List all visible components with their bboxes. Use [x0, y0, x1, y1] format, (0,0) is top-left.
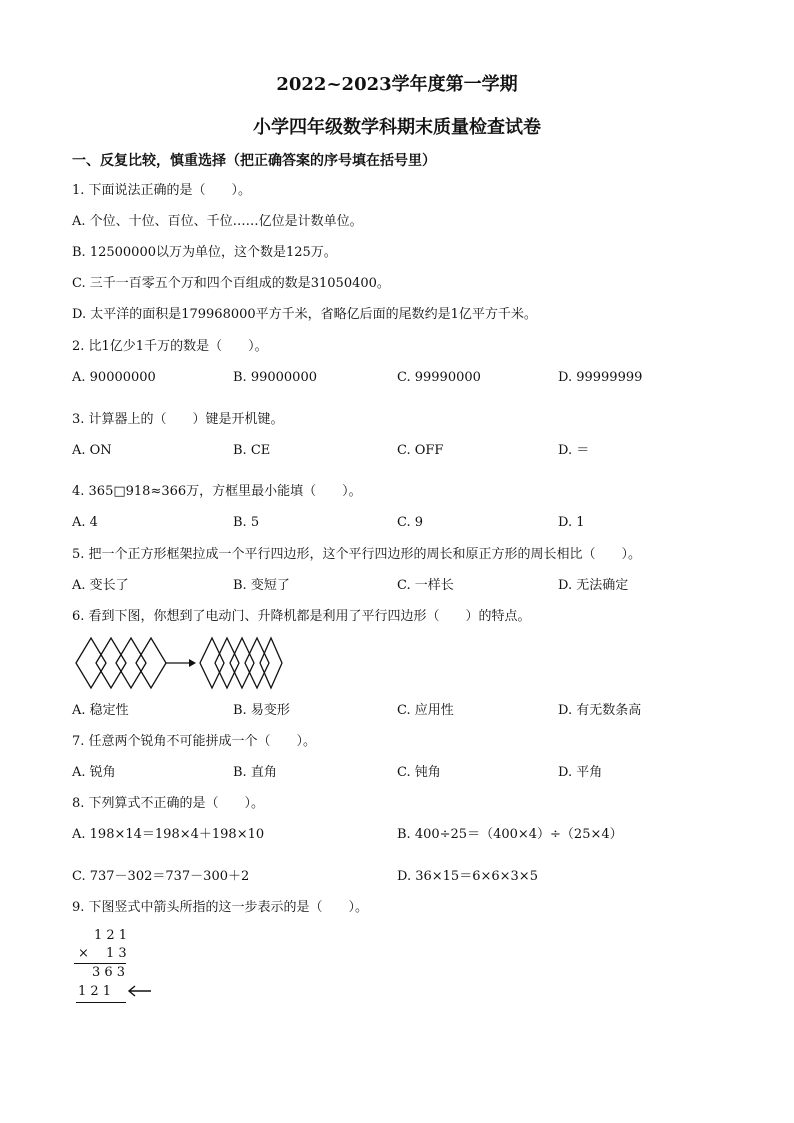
q8-option-a: A. 198×14＝198×4＋198×10: [72, 827, 265, 842]
q5-option-a: A. 变长了: [72, 578, 129, 593]
multiplier: 1 3: [106, 946, 127, 961]
q8-option-d: D. 36×15＝6×6×3×5: [397, 869, 538, 884]
partial-product-1: 3 6 3: [92, 965, 126, 980]
q5-stem: 5. 把一个正方形框架拉成一个平行四边形，这个平行四边形的周长和原正方形的周长相比（ ）。: [72, 547, 642, 562]
q7-option-b: B. 直角: [233, 765, 277, 780]
q7-option-a: A. 锐角: [72, 765, 116, 780]
q1-stem: 1. 下面说法正确的是（ ）。: [72, 183, 252, 198]
q2-option-b: B. 99000000: [233, 370, 317, 385]
q2-option-a: A. 90000000: [72, 370, 156, 385]
q9-stem: 9. 下图竖式中箭头所指的这一步表示的是（ ）。: [72, 900, 369, 915]
q4-option-a: A. 4: [72, 515, 98, 530]
rhombus-chain-right: [200, 638, 282, 688]
q1-option-b: B. 12500000以万为单位，这个数是125万。: [72, 245, 337, 260]
parallelogram-diagram: [72, 634, 288, 692]
arrow-icon: [166, 659, 196, 667]
q1-option-a: A. 个位、十位、百位、千位……亿位是计数单位。: [72, 214, 363, 229]
q4-option-c: C. 9: [397, 515, 424, 530]
partial-product-2: 1 2 1: [78, 984, 112, 999]
q6-option-d: D. 有无数条高: [558, 703, 642, 718]
q3-option-a: A. ON: [72, 443, 112, 458]
q3-option-d: D. ＝: [558, 443, 590, 458]
q1-option-d: D. 太平洋的面积是179968000平方千米，省略亿后面的尾数约是1亿平方千米。: [72, 307, 537, 322]
q5-option-d: D. 无法确定: [558, 578, 629, 593]
q8-stem: 8. 下列算式不正确的是（ ）。: [72, 796, 265, 811]
q1-option-c: C. 三千一百零五个万和四个百组成的数是31050400。: [72, 276, 390, 291]
q6-option-b: B. 易变形: [233, 703, 290, 718]
q4-option-d: D. 1: [558, 515, 585, 530]
q6-option-a: A. 稳定性: [72, 703, 129, 718]
q4-stem: 4. 365□918≈366万，方框里最小能填（ ）。: [72, 484, 362, 499]
q7-option-d: D. 平角: [558, 765, 603, 780]
q7-stem: 7. 任意两个锐角不可能拼成一个（ ）。: [72, 734, 317, 749]
calc-bottom-line: [76, 1002, 126, 1003]
q6-option-c: C. 应用性: [397, 703, 454, 718]
calc-divider: [74, 963, 126, 964]
times-sign: ×: [78, 946, 89, 961]
q6-stem: 6. 看到下图，你想到了电动门、升降机都是利用了平行四边形（ ）的特点。: [72, 609, 531, 624]
exam-title: 小学四年级数学科期末质量检查试卷: [253, 117, 541, 138]
q4-option-b: B. 5: [233, 515, 260, 530]
exam-year-title: 2022~2023学年度第一学期: [276, 74, 518, 95]
q3-option-c: C. OFF: [397, 443, 444, 458]
q2-option-d: D. 99999999: [558, 370, 643, 385]
rhombus-chain-left: [76, 638, 166, 688]
q5-option-b: B. 变短了: [233, 578, 290, 593]
q8-option-b: B. 400÷25＝（400×4）÷（25×4）: [397, 827, 623, 842]
q2-option-c: C. 99990000: [397, 370, 481, 385]
section-heading: 一、反复比较，慎重选择（把正确答案的序号填在括号里）: [72, 153, 436, 169]
q7-option-c: C. 钝角: [397, 765, 441, 780]
q2-stem: 2. 比1亿少1千万的数是（ ）。: [72, 339, 268, 354]
q5-option-c: C. 一样长: [397, 578, 454, 593]
q3-option-b: B. CE: [233, 443, 271, 458]
q3-stem: 3. 计算器上的（ ）键是开机键。: [72, 412, 284, 427]
left-arrow-icon: [126, 985, 152, 997]
vertical-multiplication: [72, 926, 162, 1006]
multiplicand: 1 2 1: [94, 928, 128, 943]
q8-option-c: C. 737－302＝737－300＋2: [72, 869, 250, 884]
